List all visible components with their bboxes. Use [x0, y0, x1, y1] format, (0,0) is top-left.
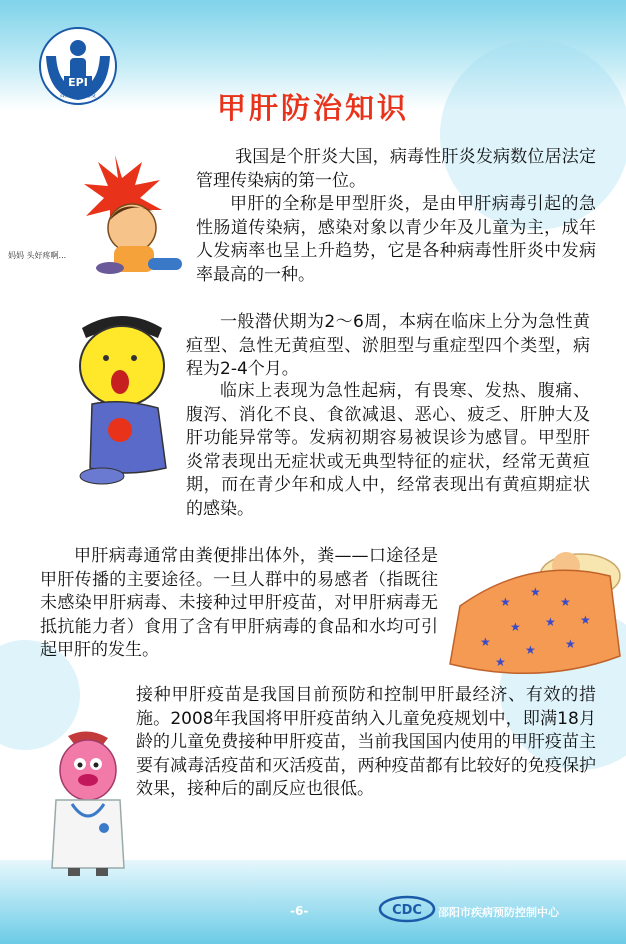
epi-logo-text: EPI [68, 76, 88, 89]
cdc-logo-text: CDC [392, 903, 422, 918]
svg-text:★: ★ [500, 595, 511, 609]
svg-text:★: ★ [530, 585, 541, 599]
paragraph-1: 我国是个肝炎大国，病毒性肝炎发病数位居法定管理传染病的第一位。 [196, 147, 596, 191]
svg-text:★: ★ [545, 615, 556, 629]
svg-text:★: ★ [510, 620, 521, 634]
page-title: 甲肝防治知识 [216, 91, 409, 125]
paragraph-2: 甲肝的全称是甲型肝炎，是由甲肝病毒引起的急性肠道传染病，感染对象以青少年及儿童为主，成年人发病率也呈上升趋势，它是各种病毒性肝炎中发病率最高的一种。 [196, 194, 596, 285]
paragraph-6: 接种甲肝疫苗是我国目前预防和控制甲肝最经济、有效的措施。2008年我国将甲肝疫苗纳入儿童免疫规划中，即满18月龄的儿童免费接种甲肝疫苗，当前我国国内使用的甲肝疫苗主要有减毒活疫苗和灭活疫苗，两种疫苗都有比较好的免疫保护效果，接种后的副反应也很低。 [136, 685, 596, 799]
headache-child-illustration [80, 150, 190, 280]
paragraph-5: 甲肝病毒通常由粪便排出体外，粪——口途径是甲肝传播的主要途径。一旦人群中的易感者（指既往未感染甲肝病毒、未接种过甲肝疫苗，对甲肝病毒无抵抗能力者）食用了含有甲肝病毒的食品和水均可引起甲肝的发生。 [40, 546, 438, 660]
page-number: -6- [290, 904, 309, 918]
svg-text:★: ★ [565, 637, 576, 651]
paragraph-4: 临床上表现为急性起病，有畏寒、发热、腹痛、腹泻、消化不良、食欲减退、恶心、疲乏、肝肿大及肝功能异常等。发病初期容易被误诊为感冒。甲型肝炎常表现出无症状或无典型特征的症状，经常无黄疸期，而在青少年和成人中，经常表现出有黄疸期症状的感染。 [186, 381, 590, 519]
paragraph-3: 一般潜伏期为2～6周，本病在临床上分为急性黄疸型、急性无黄疸型、淤胆型与重症型四个类型，病程为2-4个月。 [186, 312, 590, 379]
svg-text:★: ★ [480, 635, 491, 649]
cdc-logo [378, 893, 436, 923]
svg-text:★: ★ [580, 613, 591, 627]
sick-in-bed-illustration [440, 536, 626, 686]
epi-logo-org: 湖南计划免疫 [59, 92, 96, 99]
doctor-mascot-illustration [28, 728, 138, 878]
headache-caption: 妈妈 头好疼啊... [8, 251, 67, 260]
svg-text:★: ★ [495, 655, 506, 669]
jaundice-man-illustration [62, 308, 182, 488]
svg-text:★: ★ [560, 595, 571, 609]
svg-text:★: ★ [525, 643, 536, 657]
footer-org: 邵阳市疾病预防控制中心 [438, 906, 559, 919]
